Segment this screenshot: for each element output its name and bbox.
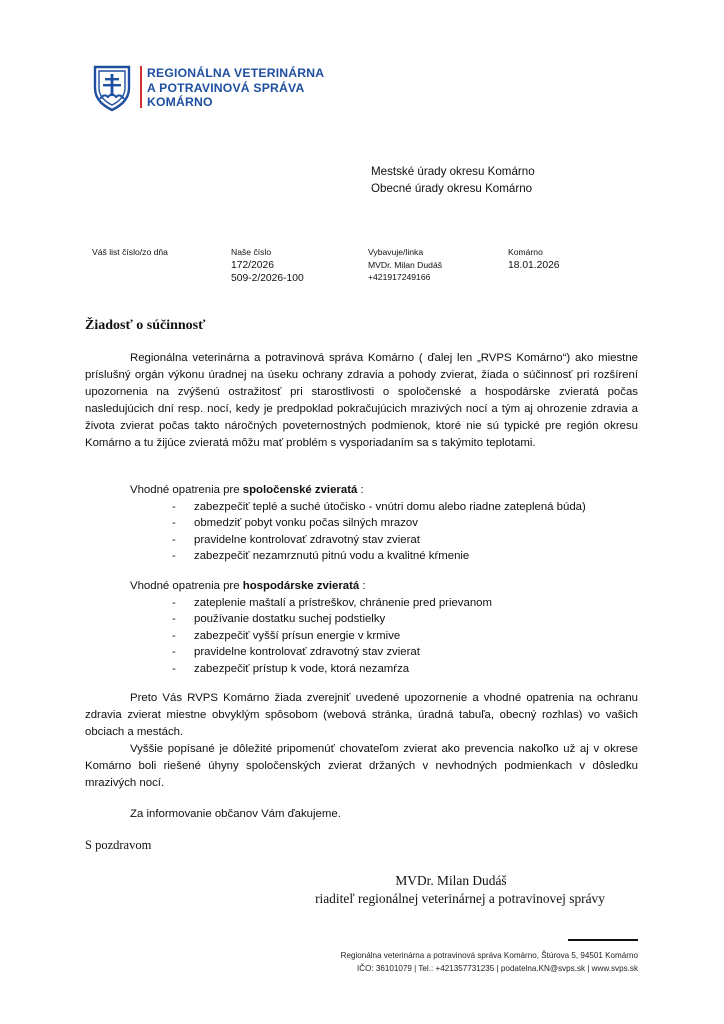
list-item-text: zateplenie maštalí a prístreškov, chránenie pred prievanom <box>194 597 492 609</box>
closing-greeting: S pozdravom <box>85 838 152 852</box>
header-accent-line <box>140 66 142 108</box>
list-item <box>172 532 586 548</box>
list-dash: - <box>172 646 176 659</box>
recipient-block <box>371 163 535 197</box>
ref-our-number-value-1: 172/2026 <box>231 259 274 271</box>
ref-place-label: Komárno <box>508 247 543 257</box>
list-item-text: používanie dostatku suchej podstielky <box>194 613 386 626</box>
note-paragraph: Vyššie popísané je dôležité pripomenúť chovateľom zvierat ako prevencia nakoľko už aj v okrese Komárno boli riešené úhyny spoločenských zvierat držaných v nevhodných podmienkach v dôsledku mrazivých nocí. <box>85 743 638 789</box>
list-item-text: zabezpečiť prístup k vode, ktorá nezamŕza <box>194 662 410 675</box>
list-item-text: obmedziť pobyt vonku počas silných mrazov <box>194 517 418 530</box>
list-dash: - <box>172 501 176 513</box>
footer-address: Regionálna veterinárna a potravinová správa Komárno, Štúrova 5, 94501 Komárno <box>340 951 638 960</box>
companion-animals-list <box>172 499 586 565</box>
list-item <box>172 548 586 564</box>
footer <box>341 949 638 975</box>
signature-block <box>260 872 660 908</box>
footer-contacts: IČO: 36101079 | Tel.: +421357731235 | podatelna.KN@svps.sk | www.svps.sk <box>357 964 638 973</box>
ref-our-number-label: Naše číslo <box>231 247 272 257</box>
ref-handler-phone: +421917249166 <box>368 272 431 282</box>
list-item <box>172 611 492 627</box>
recipient-line-2: Obecné úrady okresu Komárno <box>371 182 533 195</box>
ref-handler-name: MVDr. Milan Dudáš <box>368 259 443 270</box>
farm-animals-list <box>172 595 492 677</box>
list-item <box>172 628 492 644</box>
list-dash: - <box>172 597 176 609</box>
footer-divider <box>568 939 638 941</box>
list-item <box>172 499 586 515</box>
list-item-text: pravidelne kontrolovať zdravotný stav zvierat <box>194 646 420 659</box>
thanks-line: Za informovanie občanov Vám ďakujeme. <box>130 808 341 820</box>
list-item <box>172 644 492 660</box>
list-dash: - <box>172 662 176 675</box>
list-item-text: pravidelne kontrolovať zdravotný stav zvierat <box>194 533 420 546</box>
intro-paragraph: Regionálna veterinárna a potravinová správa Komárno ( ďalej len „RVPS Komárno“) ako miestne príslušný orgán výkonu úradnej na úseku ochrany zdravia a pohody zvierat, žiada o súčinnosť pri rozšírení upozornenia na zvýšenú ostražitosť pri starostlivosti o spoločenské a hospodárske zvieratá počas nasledujúcich dní resp. nocí, kedy je predpoklad pokračujúcich mrazivých nocí a tým aj ohrozenie zdravia a života zvierat počas takto náročných poveternostných podmienok, ktoré nie sú typické pre región okresu Komárno a tu žijúce zvieratá môžu mať problém s vysporiadaním sa s takýmito teplotami. <box>85 352 638 449</box>
ref-your-letter-label: Váš list číslo/zo dňa <box>92 247 168 257</box>
signature-title: riaditeľ regionálnej veterinárnej a potravinovej správy <box>315 891 605 906</box>
list-item-text: zabezpečiť vyšší prísun energie v krmive <box>194 629 401 642</box>
ref-place-date <box>508 246 560 272</box>
recipient-line-1: Mestské úrady okresu Komárno <box>371 165 535 178</box>
list-item-text: zabezpečiť nezamrznutú pitnú vodu a kvalitné kŕmenie <box>194 550 470 563</box>
ref-date: 18.01.2026 <box>508 259 560 271</box>
request-paragraph: Preto Vás RVPS Komárno žiada zverejniť uvedené upozornenie a vhodné opatrenia na ochranu zdravia zvierat miestne obvyklým spôsobom (webová stránka, úradná tabuľa, obecný rozhlas) vo vašich obciach a mestách. <box>85 692 638 738</box>
companion-animals-heading <box>130 482 364 499</box>
farm-heading-bold: hospodárske zvieratá <box>242 580 360 592</box>
list-item <box>172 661 492 677</box>
letter-subject: Žiadosť o súčinnosť <box>85 318 206 333</box>
ref-your-letter <box>92 246 168 259</box>
org-name-line-1: REGIONÁLNA VETERINÁRNA <box>147 66 325 80</box>
signature-name: MVDr. Milan Dudáš <box>395 873 507 888</box>
farm-heading-suffix: : <box>359 580 366 592</box>
list-item <box>172 595 492 611</box>
farm-heading-prefix: Vhodné opatrenia pre <box>130 580 243 592</box>
slovak-coat-of-arms-logo <box>92 64 132 112</box>
companion-heading-suffix: : <box>357 484 364 496</box>
list-dash: - <box>172 629 176 642</box>
organization-name <box>147 66 324 110</box>
companion-heading-bold: spoločenské zvieratá <box>242 484 358 496</box>
ref-handler <box>368 246 442 284</box>
ref-our-number <box>231 246 304 286</box>
farm-animals-heading <box>130 578 366 595</box>
list-dash: - <box>172 613 176 626</box>
list-dash: - <box>172 517 176 530</box>
list-item <box>172 515 586 531</box>
list-item-text: zabezpečiť teplé a suché útočisko - vnútri domu alebo riadne zateplená búda) <box>194 501 586 513</box>
ref-our-number-value-2: 509-2/2026-100 <box>231 273 304 284</box>
list-dash: - <box>172 533 176 546</box>
ref-handler-label: Vybavuje/linka <box>368 247 424 257</box>
companion-heading-prefix: Vhodné opatrenia pre <box>130 484 243 496</box>
list-dash: - <box>172 550 176 563</box>
org-name-line-3: KOMÁRNO <box>147 95 213 109</box>
org-name-line-2: A POTRAVINOVÁ SPRÁVA <box>147 80 305 95</box>
